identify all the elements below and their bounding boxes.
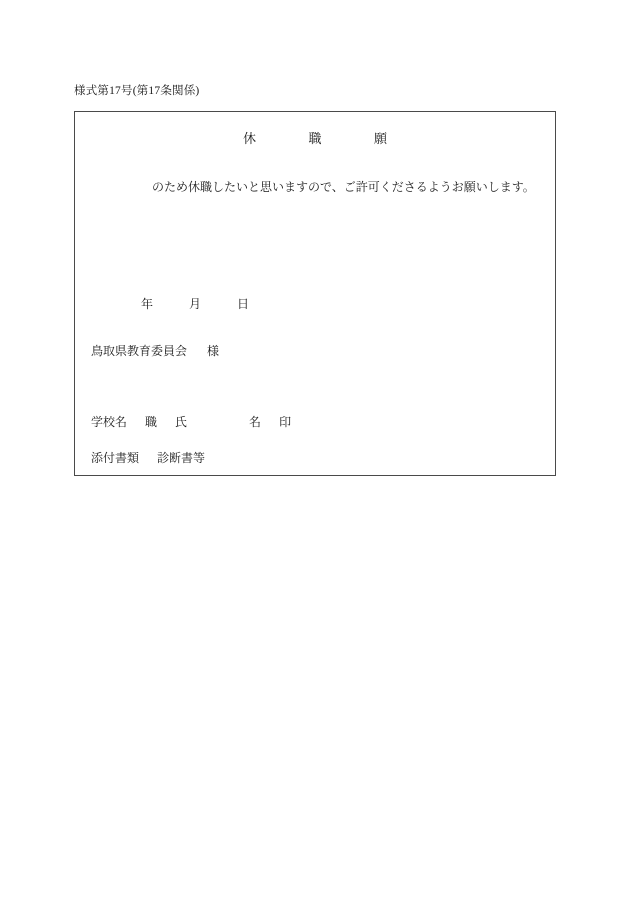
form-title (75, 128, 555, 147)
addressee-honorific: 様 (207, 344, 220, 358)
attachment-label: 添付書類 (91, 451, 140, 465)
form-title-char-2: 職 (308, 131, 322, 146)
date-entry-line (141, 295, 249, 312)
form-title-char-3: 願 (374, 131, 388, 146)
addressee-name: 鳥取県教育委員会 (91, 344, 188, 358)
day-label: 日 (237, 297, 250, 311)
month-label: 月 (189, 297, 202, 311)
form-number-label: 様式第17号(第17条関係) (74, 85, 200, 97)
year-label: 年 (141, 297, 154, 311)
form-title-char-1: 休 (242, 131, 256, 146)
application-form-box (74, 111, 556, 476)
attachment-value: 診断書等 (157, 451, 206, 465)
reason-statement (149, 178, 535, 195)
signature-line (91, 413, 291, 430)
attachment-line (91, 449, 205, 466)
given-name-label: 名 (249, 415, 262, 429)
addressee-line (91, 342, 219, 359)
surname-label: 氏 (175, 415, 188, 429)
position-label: 職 (145, 415, 158, 429)
school-name-label: 学校名 (91, 415, 128, 429)
reason-statement-text: のため休職したいと思いますので、ご許可くださるようお願いします。 (152, 180, 535, 194)
seal-label: 印 (279, 415, 292, 429)
